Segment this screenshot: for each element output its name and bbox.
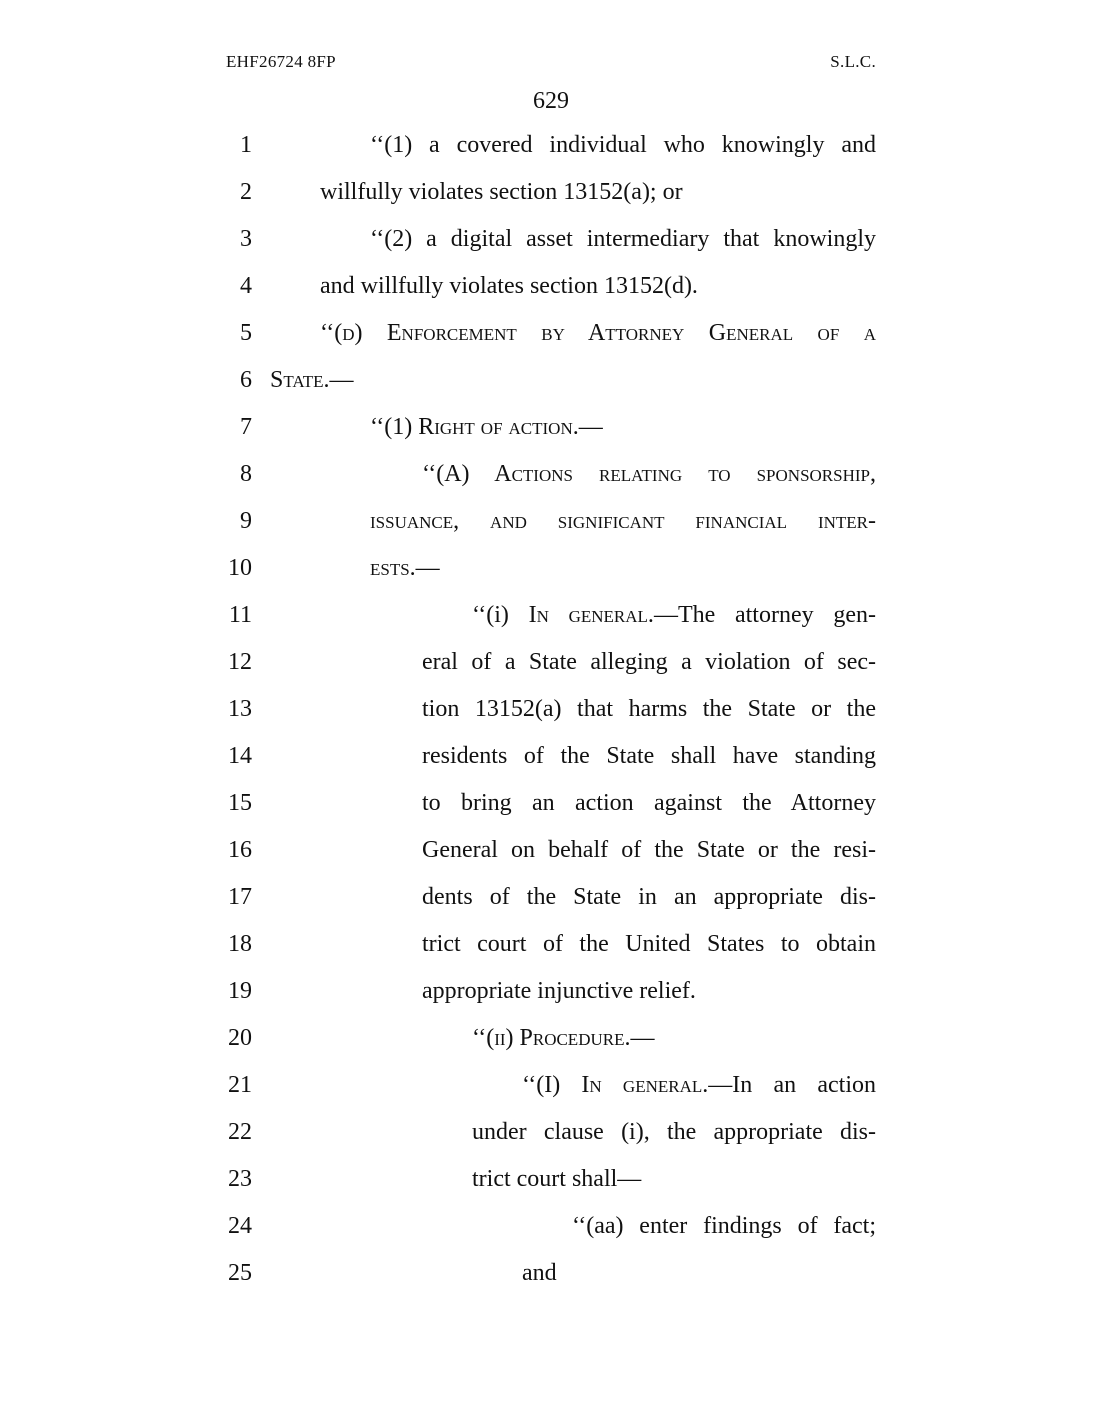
paragraph-heading: ‘‘(1) Right of action.— xyxy=(370,414,603,440)
text-line xyxy=(0,1015,1102,1062)
subparagraph-heading: issuance, and significant financial inter- xyxy=(370,508,876,534)
line-text: trict court of the United States to obtain xyxy=(422,931,876,957)
text-line xyxy=(0,827,1102,874)
text-line xyxy=(0,1062,1102,1109)
text-line xyxy=(0,1250,1102,1297)
text-line xyxy=(0,357,1102,404)
line-number: 5 xyxy=(240,320,252,346)
section-heading: State.— xyxy=(270,367,354,393)
line-text: to bring an action against the Attorney xyxy=(422,790,876,816)
line-number: 7 xyxy=(240,414,252,440)
line-number: 17 xyxy=(228,884,252,910)
section-heading: ‘‘(d) Enforcement by Attorney General of a xyxy=(320,320,876,346)
subparagraph-heading: ‘‘(A) Actions relating to sponsorship, xyxy=(422,461,876,487)
text-line xyxy=(0,1156,1102,1203)
line-text: dents of the State in an appropriate dis- xyxy=(422,884,876,910)
line-number: 25 xyxy=(228,1260,252,1286)
clause-body: —The attorney gen- xyxy=(653,602,877,628)
subclause-prefix: ‘‘(I) xyxy=(522,1072,582,1098)
line-number: 23 xyxy=(228,1166,252,1192)
line-number: 3 xyxy=(240,226,252,252)
line-number: 20 xyxy=(228,1025,252,1051)
line-text: General on behalf of the State or the resi- xyxy=(422,837,876,863)
subclause-body: —In an action xyxy=(708,1072,876,1098)
clause-prefix: ‘‘(i) xyxy=(472,602,529,628)
line-number: 8 xyxy=(240,461,252,487)
line-number: 18 xyxy=(228,931,252,957)
line-text: under clause (i), the appropriate dis- xyxy=(472,1119,876,1145)
line-number: 11 xyxy=(228,602,252,628)
line-number: 2 xyxy=(240,179,252,205)
text-line xyxy=(0,216,1102,263)
line-text: and willfully violates section 13152(d). xyxy=(320,273,698,299)
line-number: 4 xyxy=(240,273,252,299)
subparagraph-heading: ests.— xyxy=(370,555,440,581)
text-line xyxy=(0,1203,1102,1250)
text-line xyxy=(0,921,1102,968)
text-line xyxy=(0,545,1102,592)
line-text: ‘‘(1) a covered individual who knowingly and xyxy=(370,132,876,158)
line-text: eral of a State alleging a violation of sec- xyxy=(422,649,876,675)
line-number: 13 xyxy=(228,696,252,722)
line-number: 16 xyxy=(228,837,252,863)
line-text: tion 13152(a) that harms the State or the xyxy=(422,696,876,722)
text-line xyxy=(0,686,1102,733)
text-line xyxy=(0,498,1102,545)
text-line xyxy=(0,1109,1102,1156)
line-number: 21 xyxy=(228,1072,252,1098)
line-number: 15 xyxy=(228,790,252,816)
document-id: EHF26724 8FP xyxy=(226,52,336,71)
text-line xyxy=(0,968,1102,1015)
line-number: 19 xyxy=(228,978,252,1004)
office-code: S.L.C. xyxy=(830,52,876,71)
text-line xyxy=(0,122,1102,169)
page-number: 629 xyxy=(533,88,569,114)
clause-heading: ‘‘(ii) Procedure.— xyxy=(472,1025,655,1051)
line-text: willfully violates section 13152(a); or xyxy=(320,179,683,205)
text-line xyxy=(0,733,1102,780)
line-text: appropriate injunctive relief. xyxy=(422,978,696,1004)
text-line xyxy=(0,780,1102,827)
text-line xyxy=(0,404,1102,451)
text-line xyxy=(0,263,1102,310)
line-number: 24 xyxy=(228,1213,252,1239)
line-text: ‘‘(aa) enter findings of fact; xyxy=(572,1213,876,1239)
line-number: 1 xyxy=(240,132,252,158)
line-text: trict court shall— xyxy=(472,1166,642,1192)
line-number: 6 xyxy=(240,367,252,393)
line-number: 14 xyxy=(228,743,252,769)
line-text xyxy=(522,1062,876,1109)
text-line xyxy=(0,451,1102,498)
line-number: 12 xyxy=(228,649,252,675)
text-line xyxy=(0,310,1102,357)
text-line xyxy=(0,874,1102,921)
line-text: and xyxy=(522,1260,557,1286)
text-line xyxy=(0,592,1102,639)
clause-heading: In general. xyxy=(528,602,654,628)
line-number: 9 xyxy=(240,508,252,534)
line-number: 22 xyxy=(228,1119,252,1145)
line-text: residents of the State shall have standing xyxy=(422,743,876,769)
line-text xyxy=(472,592,876,639)
text-line xyxy=(0,639,1102,686)
text-line xyxy=(0,169,1102,216)
subclause-heading: In general. xyxy=(581,1072,709,1098)
line-text: ‘‘(2) a digital asset intermediary that knowingly xyxy=(370,226,876,252)
line-number: 10 xyxy=(228,555,252,581)
